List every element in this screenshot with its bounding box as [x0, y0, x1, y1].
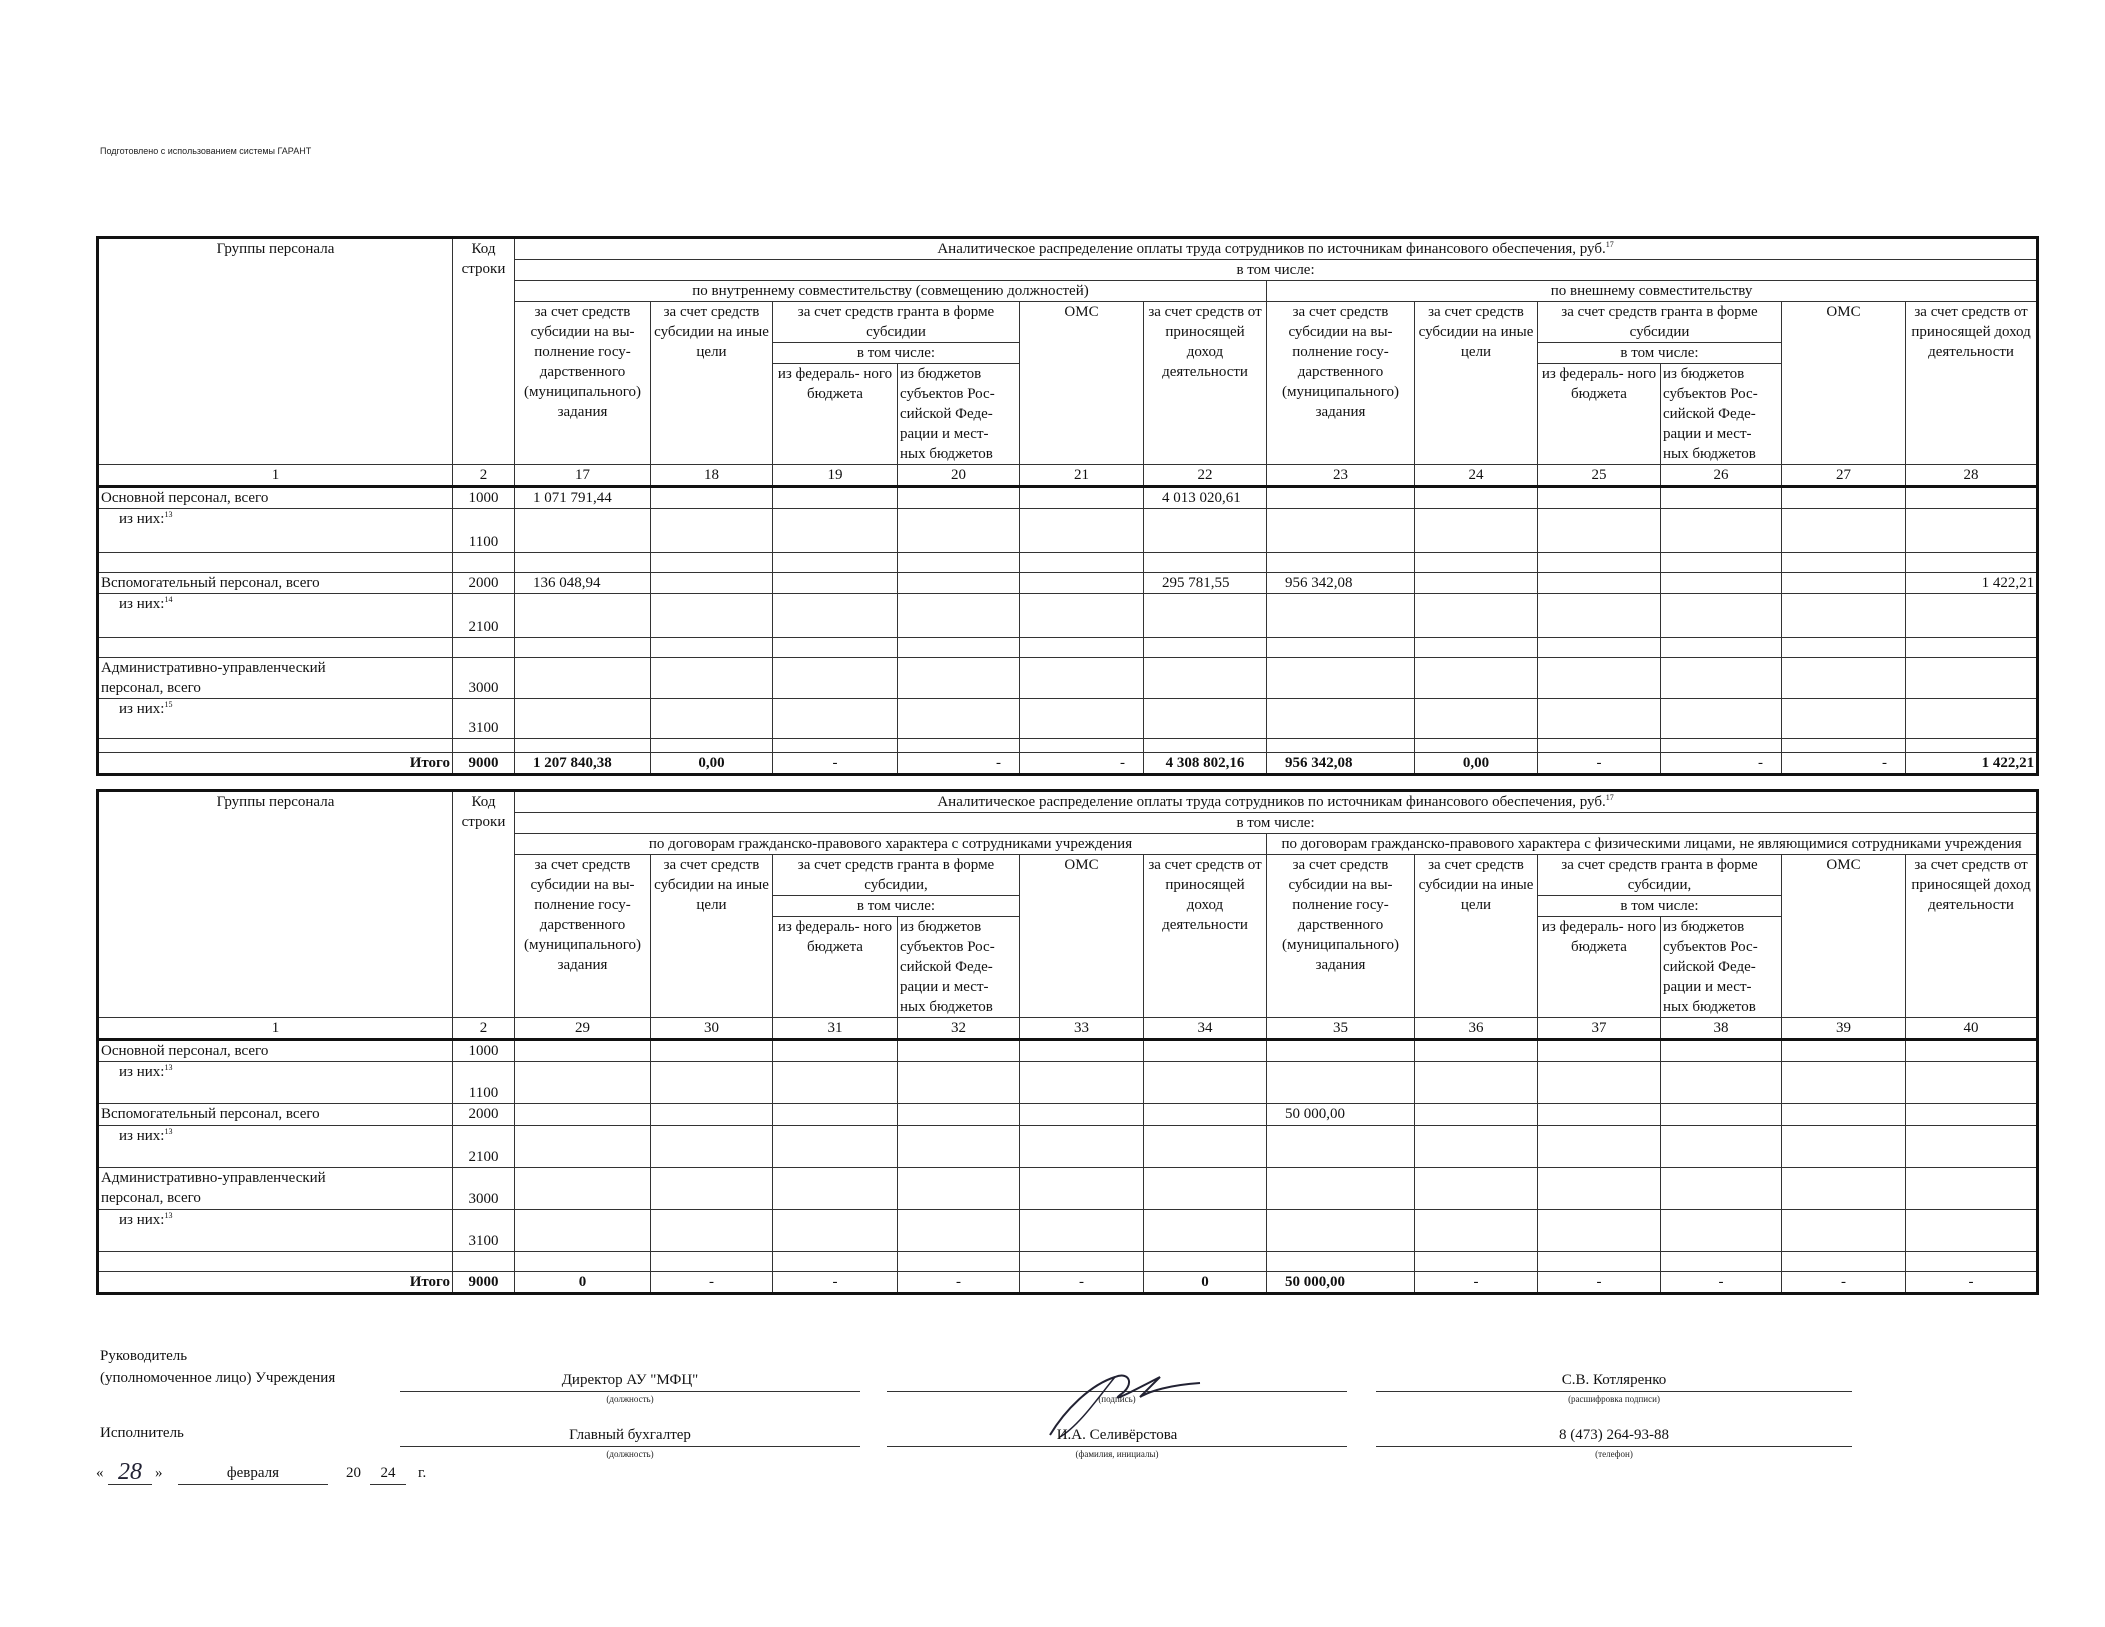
row-code: 1000 [453, 1040, 515, 1062]
head-position: Директор АУ "МФЦ" [561, 1372, 699, 1388]
row-code: 1100 [453, 509, 515, 553]
row-label: Вспомогательный персонал, всего [98, 1104, 453, 1126]
table-row-total [98, 1272, 2038, 1294]
caption: (должность) [606, 1394, 654, 1404]
row-code: 2100 [453, 594, 515, 638]
executor-name: И.А. Селивёрстова [1056, 1427, 1178, 1443]
cell-value: 136 048,94 [515, 573, 651, 594]
line [108, 1484, 152, 1485]
col-number: 20 [898, 465, 1020, 487]
table-title: Аналитическое распределение оплаты труда сотрудников по источникам финансового обеспечения, руб.$^{17}$ [515, 238, 2038, 260]
row-code: 3000 [453, 1168, 515, 1210]
civil-contracts-individuals-header: по договорам гражданско-правового характера с физическими лицами, не являющимися сотрудниками учреждения [1267, 834, 2038, 855]
cell-value: - [898, 753, 1020, 775]
col-federal: из федераль- ного бюджета [1538, 917, 1661, 1018]
col-subsidy-other: за счет средств субсидии на иные цели [1415, 302, 1538, 465]
col-subsidy-task: за счет средств субсидии на вы- полнение госу- дарственного (муниципального) задания [515, 302, 651, 465]
col-number: 1 [98, 465, 453, 487]
col-oms: ОМС [1782, 855, 1906, 1018]
caption: (телефон) [1595, 1449, 1633, 1459]
cell-value: 1 422,21 [1906, 573, 2038, 594]
table-title: Аналитическое распределение оплаты труда сотрудников по источникам финансового обеспечения, руб.$^{17}$ [515, 791, 2038, 813]
cell-value: - [651, 1272, 773, 1294]
cell-value: 956 342,08 [1267, 573, 1415, 594]
col-federal: из федераль- ного бюджета [773, 917, 898, 1018]
caption: (фамилия, инициалы) [1075, 1449, 1159, 1459]
col-subsidy-other: за счет средств субсидии на иные цели [1415, 855, 1538, 1018]
col-number: 28 [1906, 465, 2038, 487]
caption: (подпись) [1098, 1394, 1136, 1404]
table-row [98, 487, 2038, 509]
group-header: Группы персонала [98, 791, 453, 1018]
col-oms: ОМС [1020, 855, 1144, 1018]
col-number: 18 [651, 465, 773, 487]
cell-value: - [1906, 1272, 2038, 1294]
cell-value: 4 308 802,16 [1144, 753, 1267, 775]
date-month: февраля [226, 1465, 280, 1481]
col-number: 2 [453, 465, 515, 487]
row-label: из них:$^{13}$ [98, 1062, 453, 1104]
col-income: за счет средств от приносящей доход деятельности [1144, 302, 1267, 465]
table-row [98, 573, 2038, 594]
col-number: 36 [1415, 1018, 1538, 1040]
cell-value: 50 000,00 [1267, 1272, 1415, 1294]
col-oms: ОМС [1020, 302, 1144, 465]
row-code: 1100 [453, 1062, 515, 1104]
col-income: за счет средств от приносящей доход деятельности [1144, 855, 1267, 1018]
date-year: 24 [380, 1465, 396, 1481]
row-code: 3000 [453, 658, 515, 699]
col-number: 27 [1782, 465, 1906, 487]
row-code: 9000 [453, 1272, 515, 1294]
row-code: 3100 [453, 699, 515, 739]
col-number: 24 [1415, 465, 1538, 487]
col-grant-incl: в том числе: [773, 343, 1020, 364]
date-quote-close: » [155, 1465, 163, 1481]
col-grant: за счет средств гранта в форме субсидии, [1538, 855, 1782, 896]
line [1376, 1446, 1852, 1447]
table-row [98, 1062, 2038, 1104]
cell-value: - [1538, 1272, 1661, 1294]
row-code: 2000 [453, 1104, 515, 1126]
cell-value: 0,00 [1415, 753, 1538, 775]
col-number: 25 [1538, 465, 1661, 487]
col-subsidy-task: за счет средств субсидии на вы- полнение госу- дарственного (муниципального) задания [515, 855, 651, 1018]
cell-value: - [1661, 1272, 1782, 1294]
internal-combination-header: по внутреннему совместительству (совмещению должностей) [515, 281, 1267, 302]
line [400, 1391, 860, 1392]
line [370, 1484, 406, 1485]
col-number: 17 [515, 465, 651, 487]
table-row [98, 594, 2038, 638]
col-number: 22 [1144, 465, 1267, 487]
col-grant: за счет средств гранта в форме субсидии [773, 302, 1020, 343]
row-code: 9000 [453, 753, 515, 775]
col-federal: из федераль- ного бюджета [1538, 364, 1661, 465]
row-label: Основной персонал, всего [98, 1040, 453, 1062]
col-number: 32 [898, 1018, 1020, 1040]
row-code: 2100 [453, 1126, 515, 1168]
cell-value: - [1020, 753, 1144, 775]
cell-value: - [1782, 753, 1906, 775]
col-subsidy-other: за счет средств субсидии на иные цели [651, 855, 773, 1018]
including-label: в том числе: [515, 813, 2038, 834]
source-note: Подготовлено с использованием системы ГАРАНТ [100, 146, 312, 156]
external-combination-header: по внешнему совместительству [1267, 281, 2038, 302]
col-number: 29 [515, 1018, 651, 1040]
col-regional: из бюджетов субъектов Рос- сийской Феде- рации и мест- ных бюджетов [898, 364, 1020, 465]
col-number: 35 [1267, 1018, 1415, 1040]
table-row [98, 1168, 2038, 1210]
cell-value: - [1661, 753, 1782, 775]
line [178, 1484, 328, 1485]
table-row [98, 1104, 2038, 1126]
col-grant: за счет средств гранта в форме субсидии, [773, 855, 1020, 896]
table-row [98, 509, 2038, 553]
cell-value: 0,00 [651, 753, 773, 775]
cell-value: 0 [1144, 1272, 1267, 1294]
cell-value: - [773, 753, 898, 775]
col-number: 30 [651, 1018, 773, 1040]
row-code: 2000 [453, 573, 515, 594]
salary-table-2 [96, 789, 2039, 1295]
table-row-total [98, 753, 2038, 775]
cell-value: - [1020, 1272, 1144, 1294]
salary-table-1 [96, 236, 2039, 776]
total-label: Итого [98, 1272, 453, 1294]
col-number: 38 [1661, 1018, 1782, 1040]
line [400, 1446, 860, 1447]
head-label: Руководитель [100, 1348, 188, 1364]
row-label: Вспомогательный персонал, всего [98, 573, 453, 594]
col-number: 31 [773, 1018, 898, 1040]
row-label: Административно-управленческий персонал, всего [98, 1168, 453, 1210]
col-number: 39 [1782, 1018, 1906, 1040]
total-label: Итого [98, 753, 453, 775]
table-row [98, 658, 2038, 699]
line [887, 1446, 1347, 1447]
head-label-2: (уполномоченное лицо) Учреждения [100, 1370, 336, 1386]
col-number: 26 [1661, 465, 1782, 487]
cell-value: 956 342,08 [1267, 753, 1415, 775]
row-label: из них:$^{15}$ [98, 699, 453, 739]
table-row [98, 1040, 2038, 1062]
cell-value: 0 [515, 1272, 651, 1294]
col-subsidy-task: за счет средств субсидии на вы- полнение госу- дарственного (муниципального) задания [1267, 855, 1415, 1018]
col-grant-incl: в том числе: [1538, 343, 1782, 364]
cell-value: - [898, 1272, 1020, 1294]
col-grant-incl: в том числе: [773, 896, 1020, 917]
date-century: 20 [346, 1465, 361, 1481]
cell-value: 295 781,55 [1144, 573, 1267, 594]
col-grant: за счет средств гранта в форме субсидии [1538, 302, 1782, 343]
caption: (должность) [606, 1449, 654, 1459]
row-code: 1000 [453, 487, 515, 509]
date-suffix: г. [418, 1465, 427, 1481]
col-number: 23 [1267, 465, 1415, 487]
col-number: 40 [1906, 1018, 2038, 1040]
col-number: 37 [1538, 1018, 1661, 1040]
caption: (расшифровка подписи) [1568, 1394, 1660, 1404]
col-regional: из бюджетов субъектов Рос- сийской Феде- рации и мест- ных бюджетов [898, 917, 1020, 1018]
cell-value: - [773, 1272, 898, 1294]
cell-value: 4 013 020,61 [1144, 487, 1267, 509]
col-subsidy-task: за счет средств субсидии на вы- полнение госу- дарственного (муниципального) задания [1267, 302, 1415, 465]
line [1376, 1391, 1852, 1392]
head-name: С.В. Котляренко [1561, 1372, 1667, 1388]
row-label: из них:$^{13}$ [98, 1126, 453, 1168]
executor-position: Главный бухгалтер [569, 1427, 691, 1443]
row-label: из них:$^{14}$ [98, 594, 453, 638]
cell-value: 1 071 791,44 [515, 487, 651, 509]
col-number: 19 [773, 465, 898, 487]
cell-value: 50 000,00 [1267, 1104, 1415, 1126]
col-income: за счет средств от приносящей доход деятельности [1906, 855, 2038, 1018]
col-grant-incl: в том числе: [1538, 896, 1782, 917]
col-federal: из федераль- ного бюджета [773, 364, 898, 465]
executor-label: Исполнитель [100, 1425, 184, 1441]
date-day: 28 [118, 1459, 142, 1485]
col-number: 2 [453, 1018, 515, 1040]
row-label: из них:$^{13}$ [98, 1210, 453, 1252]
col-number: 33 [1020, 1018, 1144, 1040]
table-row [98, 1210, 2038, 1252]
col-oms: ОМС [1782, 302, 1906, 465]
cell-value: 1 207 840,38 [515, 753, 651, 775]
row-label: Основной персонал, всего [98, 487, 453, 509]
row-label: из них:$^{13}$ [98, 509, 453, 553]
civil-contracts-staff-header: по договорам гражданско-правового характера с сотрудниками учреждения [515, 834, 1267, 855]
cell-value: - [1538, 753, 1661, 775]
executor-phone: 8 (473) 264-93-88 [1559, 1427, 1669, 1443]
table-row [98, 1126, 2038, 1168]
group-header: Группы персонала [98, 238, 453, 465]
col-number: 34 [1144, 1018, 1267, 1040]
row-label: Административно-управленческий персонал, всего [98, 658, 453, 699]
col-number: 1 [98, 1018, 453, 1040]
date-quote-open: « [96, 1465, 104, 1481]
including-label: в том числе: [515, 260, 2038, 281]
code-header: Код строки [453, 238, 515, 465]
col-number: 21 [1020, 465, 1144, 487]
table-row [98, 699, 2038, 739]
col-regional: из бюджетов субъектов Рос- сийской Феде- рации и мест- ных бюджетов [1661, 364, 1782, 465]
cell-value: - [1782, 1272, 1906, 1294]
code-header: Код строки [453, 791, 515, 1018]
cell-value: 1 422,21 [1906, 753, 2038, 775]
col-regional: из бюджетов субъектов Рос- сийской Феде- рации и мест- ных бюджетов [1661, 917, 1782, 1018]
cell-value: - [1415, 1272, 1538, 1294]
col-income: за счет средств от приносящей доход деятельности [1906, 302, 2038, 465]
col-subsidy-other: за счет средств субсидии на иные цели [651, 302, 773, 465]
row-code: 3100 [453, 1210, 515, 1252]
